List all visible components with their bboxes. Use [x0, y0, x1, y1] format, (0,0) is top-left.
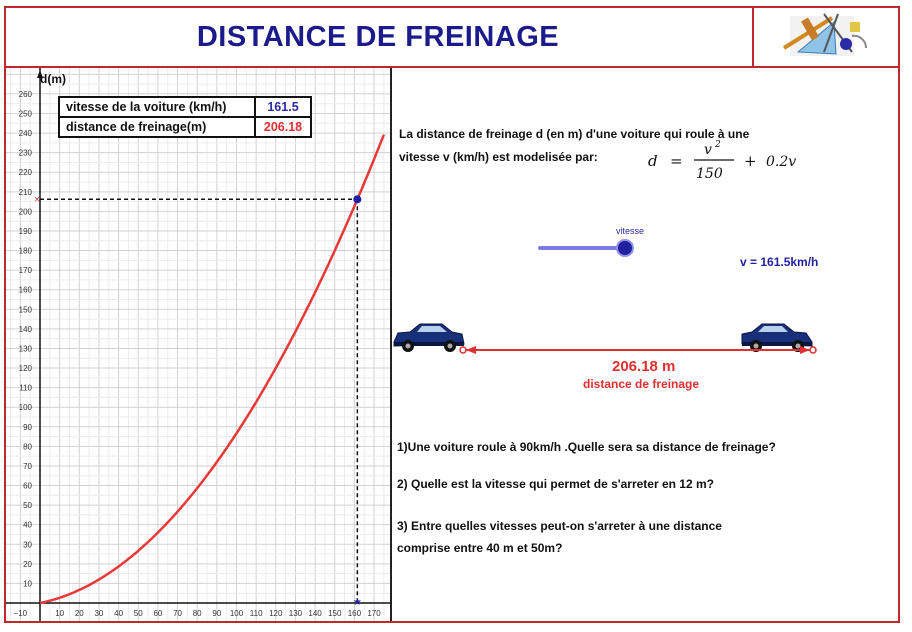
y-axis-label: d(m): [40, 72, 66, 86]
question-3-line2: comprise entre 40 m et 50m?: [397, 541, 563, 555]
x-tick-label: 40: [114, 609, 124, 618]
y-tick-label: 190: [18, 226, 32, 236]
y-tick-label: 170: [18, 266, 32, 276]
current-point: [353, 195, 361, 203]
x-marker-icon: ★: [352, 597, 362, 608]
x-tick-label: 20: [74, 609, 84, 618]
svg-text:=: =: [670, 152, 683, 170]
y-tick-label: 90: [23, 422, 32, 432]
y-tick-label: 10: [23, 579, 32, 589]
distance-arrow: [458, 342, 820, 356]
speed-readout: v = 161.5km/h: [740, 255, 819, 269]
slider-label: vitesse: [616, 226, 645, 236]
svg-text:2: 2: [715, 140, 721, 150]
description-line2: vitesse v (km/h) est modelisée par:: [399, 150, 598, 164]
geometry-tools-logo-icon: [754, 8, 898, 64]
y-tick-label: 240: [18, 129, 32, 139]
y-tick-label: 120: [18, 364, 32, 374]
svg-text:0.2v: 0.2v: [766, 154, 797, 170]
y-tick-label: 110: [19, 383, 32, 393]
y-tick-label: 220: [18, 168, 32, 178]
y-tick-label: 180: [18, 246, 32, 256]
info-table: [58, 96, 312, 138]
x-tick-label: 70: [173, 609, 183, 618]
x-tick-label: 120: [269, 609, 283, 618]
y-tick-label: 80: [23, 442, 32, 452]
x-tick-label: 10: [55, 609, 65, 618]
x-tick-label: 60: [153, 609, 163, 618]
distance-value: 206.18: [255, 117, 311, 137]
svg-text:d: d: [648, 152, 658, 170]
x-tick-label: 80: [192, 609, 202, 618]
distance-label: distance de freinage(m): [59, 117, 255, 137]
speed-slider-knob[interactable]: [618, 241, 632, 255]
braking-distance-curve: [40, 135, 384, 603]
y-tick-label: 50: [23, 501, 32, 511]
graph-panel[interactable]: [6, 68, 392, 621]
y-tick-label: 60: [23, 481, 32, 491]
speed-label: vitesse de la voiture (km/h): [59, 97, 255, 117]
distance-caption: distance de freinage: [583, 377, 700, 391]
y-tick-label: 260: [18, 89, 32, 99]
x-tick-label: 170: [367, 609, 381, 618]
x-tick-label: 100: [229, 609, 244, 618]
y-tick-label: 40: [23, 520, 32, 530]
y-tick-label: 70: [23, 461, 32, 471]
x-tick-label: 30: [94, 609, 104, 618]
y-tick-label: 130: [18, 344, 32, 354]
y-marker-icon: ×: [34, 194, 40, 206]
logo-box: [752, 8, 898, 66]
x-tick-label: 130: [288, 609, 303, 618]
question-1: 1)Une voiture roule à 90km/h .Quelle sera sa distance de freinage?: [397, 440, 776, 454]
y-tick-label: 230: [18, 148, 32, 158]
svg-text:+: +: [744, 152, 757, 170]
description-line1: La distance de freinage d (en m) d'une voiture qui roule à une: [399, 127, 750, 141]
start-car-icon: [390, 318, 466, 354]
svg-text:150: 150: [696, 166, 723, 182]
question-2: 2) Quelle est la vitesse qui permet de s'arreter en 12 m?: [397, 477, 714, 491]
formula: [648, 140, 818, 188]
distance-chart[interactable]: [6, 68, 392, 621]
x-tick-label: 140: [308, 609, 322, 618]
x-tick-label: −10: [13, 609, 28, 618]
svg-text:v: v: [704, 142, 712, 158]
distance-value-display: 206.18 m: [612, 358, 676, 375]
x-tick-label: 50: [133, 609, 143, 618]
x-tick-label: 90: [212, 609, 222, 618]
y-tick-label: 200: [18, 207, 32, 217]
page-title: DISTANCE DE FREINAGE: [196, 20, 560, 53]
x-tick-label: 110: [249, 609, 263, 618]
x-tick-label: 160: [347, 609, 362, 618]
y-tick-label: 100: [18, 403, 32, 413]
x-tick-label: 150: [328, 609, 342, 618]
question-3-line1: 3) Entre quelles vitesses peut-on s'arreter à une distance: [397, 519, 722, 533]
y-tick-label: 210: [18, 187, 32, 197]
y-tick-label: 160: [18, 285, 32, 295]
y-tick-label: 30: [23, 540, 32, 550]
speed-value: 161.5: [255, 97, 311, 117]
speed-slider-track[interactable]: [538, 246, 624, 250]
y-tick-label: 250: [18, 109, 32, 119]
y-tick-label: 140: [18, 324, 32, 334]
y-tick-label: 20: [23, 559, 32, 569]
y-tick-label: 150: [18, 305, 32, 315]
